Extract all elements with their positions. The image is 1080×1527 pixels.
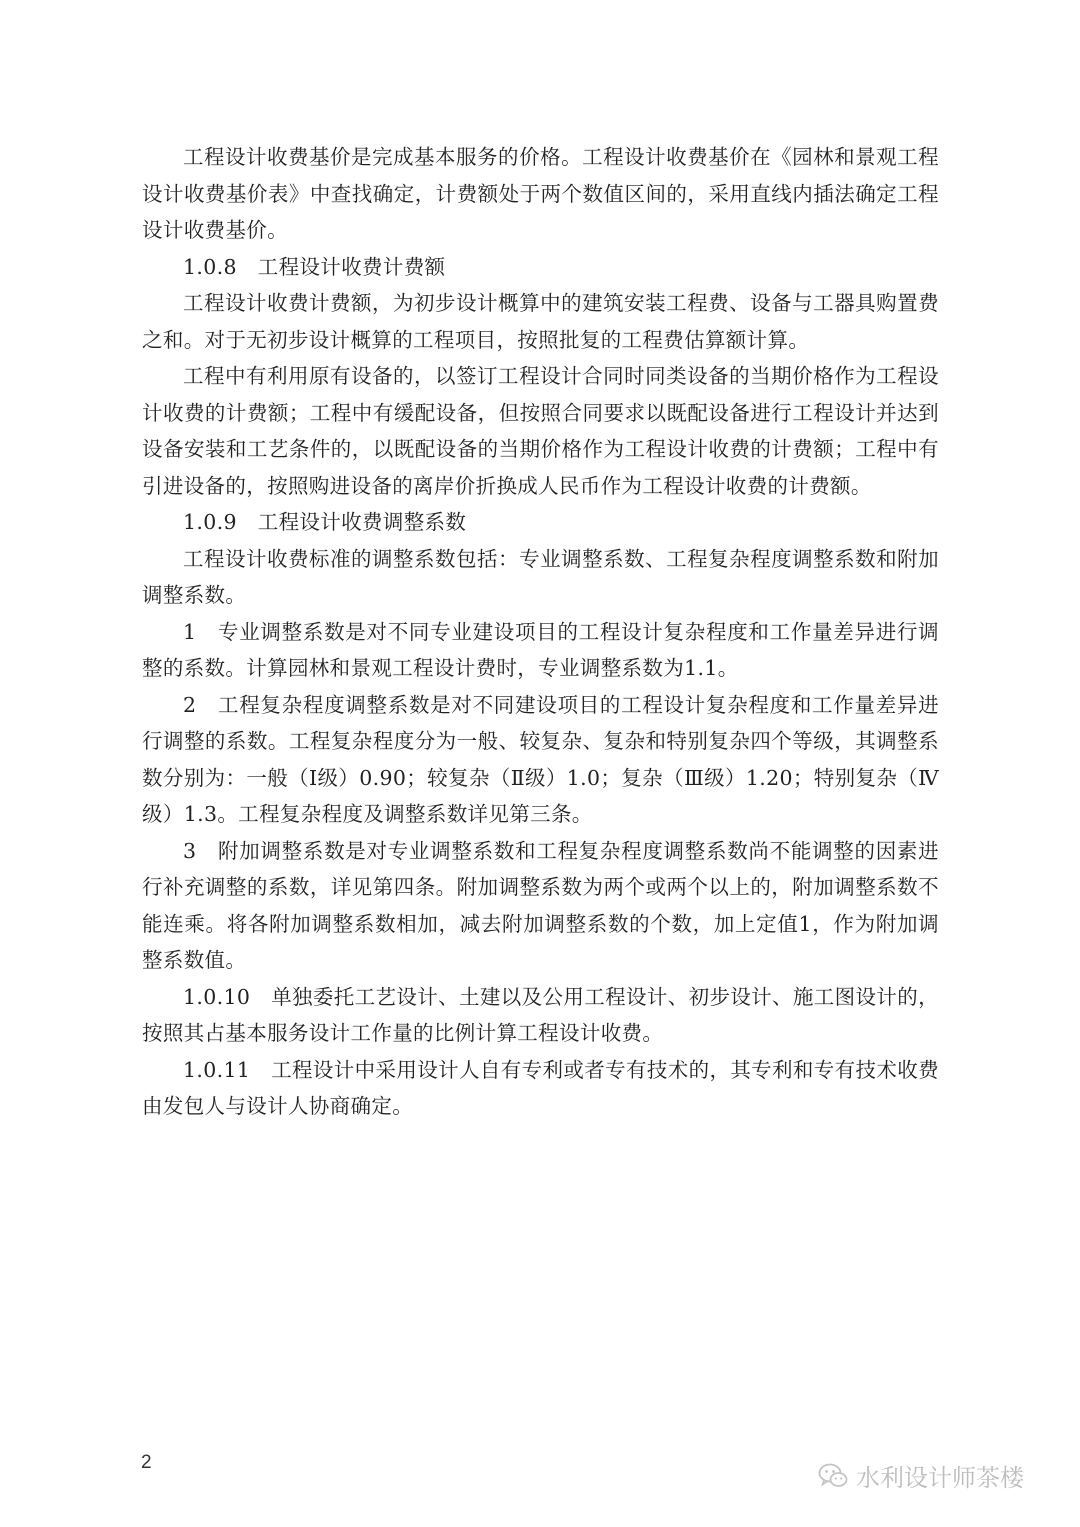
document-body xyxy=(142,139,939,1125)
paragraph-fee-basis-equipment: 工程中有利用原有设备的，以签订工程设计合同时同类设备的当期价格作为工程设计收费的计费额；工程中有缓配设备，但按照合同要求以既配设备进行工程设计并达到设备安装和工艺条件的，以既配设备的当期价格作为工程设计收费的计费额；工程中有引进设备的，按照购进设备的离岸价折换成人民币作为工程设计收费的计费额。 xyxy=(142,364,939,498)
clause-1-0-11: 1.0.11 工程设计中采用设计人自有专利或者专有技术的，其专利和专有技术收费由发包人与设计人协商确定。 xyxy=(142,1057,939,1118)
watermark-text: 水利设计师茶楼 xyxy=(856,1464,1024,1492)
clause-1-0-10: 1.0.10 单独委托工艺设计、土建以及公用工程设计、初步设计、施工图设计的，按照其占基本服务设计工作量的比例计算工程设计收费。 xyxy=(142,984,939,1045)
paragraph-design-fee-base-price: 工程设计收费基价是完成基本服务的价格。工程设计收费基价在《园林和景观工程设计收费基价表》中查找确定，计费额处于两个数值区间的，采用直线内插法确定工程设计收费基价。 xyxy=(142,145,939,242)
paragraph-professional-coefficient: 1 专业调整系数是对不同专业建设项目的工程设计复杂程度和工作量差异进行调整的系数。计算园林和景观工程设计费时，专业调整系数为1.1。 xyxy=(142,619,939,680)
clause-1-0-9-heading: 1.0.9 工程设计收费调整系数 xyxy=(183,510,467,534)
paragraph-adjustment-coefficients: 工程设计收费标准的调整系数包括：专业调整系数、工程复杂程度调整系数和附加调整系数。 xyxy=(142,546,939,607)
paragraph-additional-coefficient: 3 附加调整系数是对专业调整系数和工程复杂程度调整系数尚不能调整的因素进行补充调整的系数，详见第四条。附加调整系数为两个或两个以上的，附加调整系数不能连乘。将各附加调整系数相加，减去附加调整系数的个数，加上定值1，作为附加调整系数值。 xyxy=(142,838,939,972)
paragraph-complexity-coefficient: 2 工程复杂程度调整系数是对不同建设项目的工程设计复杂程度和工作量差异进行调整的系数。工程复杂程度分为一般、较复杂、复杂和特别复杂四个等级，其调整系数分别为：一般（Ⅰ级）0.90；较复杂（Ⅱ级）1.0；复杂（Ⅲ级）1.20；特别复杂（Ⅳ级）1.3。工程复杂程度及调整系数详见第三条。 xyxy=(142,692,939,826)
wechat-icon xyxy=(818,1463,848,1489)
clause-1-0-8-heading: 1.0.8 工程设计收费计费额 xyxy=(183,254,446,279)
page-number: 2 xyxy=(141,1452,152,1473)
paragraph-fee-basis-definition: 工程设计收费计费额，为初步设计概算中的建筑安装工程费、设备与工器具购置费之和。对于无初步设计概算的工程项目，按照批复的工程费估算额计算。 xyxy=(142,291,939,352)
watermark xyxy=(818,1458,1024,1493)
